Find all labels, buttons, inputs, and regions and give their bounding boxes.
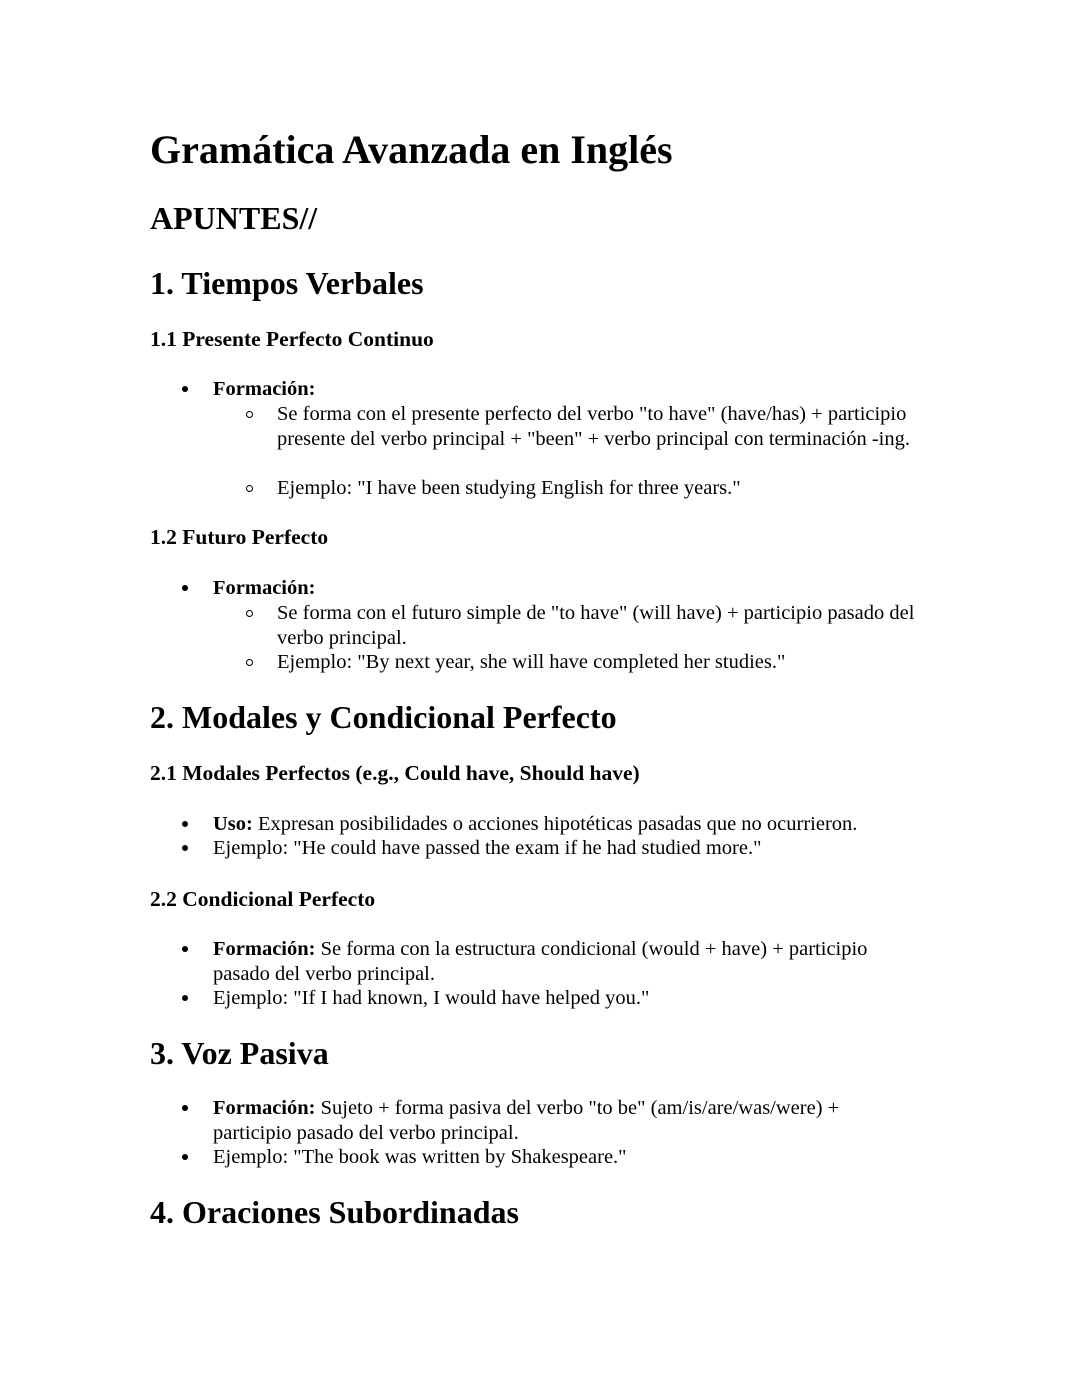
list-item — [213, 986, 913, 1011]
subsection-heading: 2.2 Condicional Perfecto — [150, 887, 376, 911]
bullet-text: Sujeto + forma pasiva del verbo "to be" (am/is/are/was/were) + participio pasado del verbo principal. — [213, 1097, 840, 1144]
bullet-label: Formación: — [213, 938, 316, 960]
bullet-label: Formación: — [213, 378, 316, 400]
sub-list-item: Se forma con el presente perfecto del verbo "to have" (have/has) + participio presente del verbo principal + "been" + verbo principal con terminación -ing. — [277, 402, 932, 451]
sub-list-item: Ejemplo: "I have been studying English for three years." — [277, 476, 932, 501]
sub-list-item: Ejemplo: "By next year, she will have completed her studies." — [277, 650, 932, 675]
subsection-heading: 2.1 Modales Perfectos (e.g., Could have, Should have) — [150, 761, 640, 785]
sub-list-item: Se forma con el futuro simple de "to have" (will have) + participio pasado del verbo principal. — [277, 601, 932, 650]
list-item — [213, 377, 913, 402]
page-title: Gramática Avanzada en Inglés — [150, 127, 673, 172]
section-heading: 3. Voz Pasiva — [150, 1035, 329, 1071]
list-item — [213, 812, 913, 837]
section-heading: 4. Oraciones Subordinadas — [150, 1194, 519, 1230]
section-heading: 2. Modales y Condicional Perfecto — [150, 699, 617, 735]
section-heading: 1. Tiempos Verbales — [150, 265, 424, 301]
list-item — [213, 937, 913, 986]
bullet-label: Uso: — [213, 813, 253, 835]
bullet-text: Ejemplo: "If I had known, I would have helped you." — [213, 987, 650, 1009]
bullet-text: Ejemplo: "He could have passed the exam if he had studied more." — [213, 837, 762, 859]
subsection-heading: 1.1 Presente Perfecto Continuo — [150, 327, 434, 351]
list-item — [213, 576, 913, 601]
page-subtitle: APUNTES// — [150, 200, 318, 236]
bullet-text: Ejemplo: "The book was written by Shakespeare." — [213, 1146, 627, 1168]
list-item — [213, 1145, 913, 1170]
bullet-text: Se forma con la estructura condicional (would + have) + participio pasado del verbo principal. — [213, 938, 868, 985]
bullet-text: Expresan posibilidades o acciones hipotéticas pasadas que no ocurrieron. — [252, 813, 858, 835]
bullet-label: Formación: — [213, 1097, 316, 1119]
bullet-label: Formación: — [213, 577, 316, 599]
subsection-heading: 1.2 Futuro Perfecto — [150, 525, 329, 549]
list-item — [213, 836, 913, 861]
list-item — [213, 1096, 913, 1145]
